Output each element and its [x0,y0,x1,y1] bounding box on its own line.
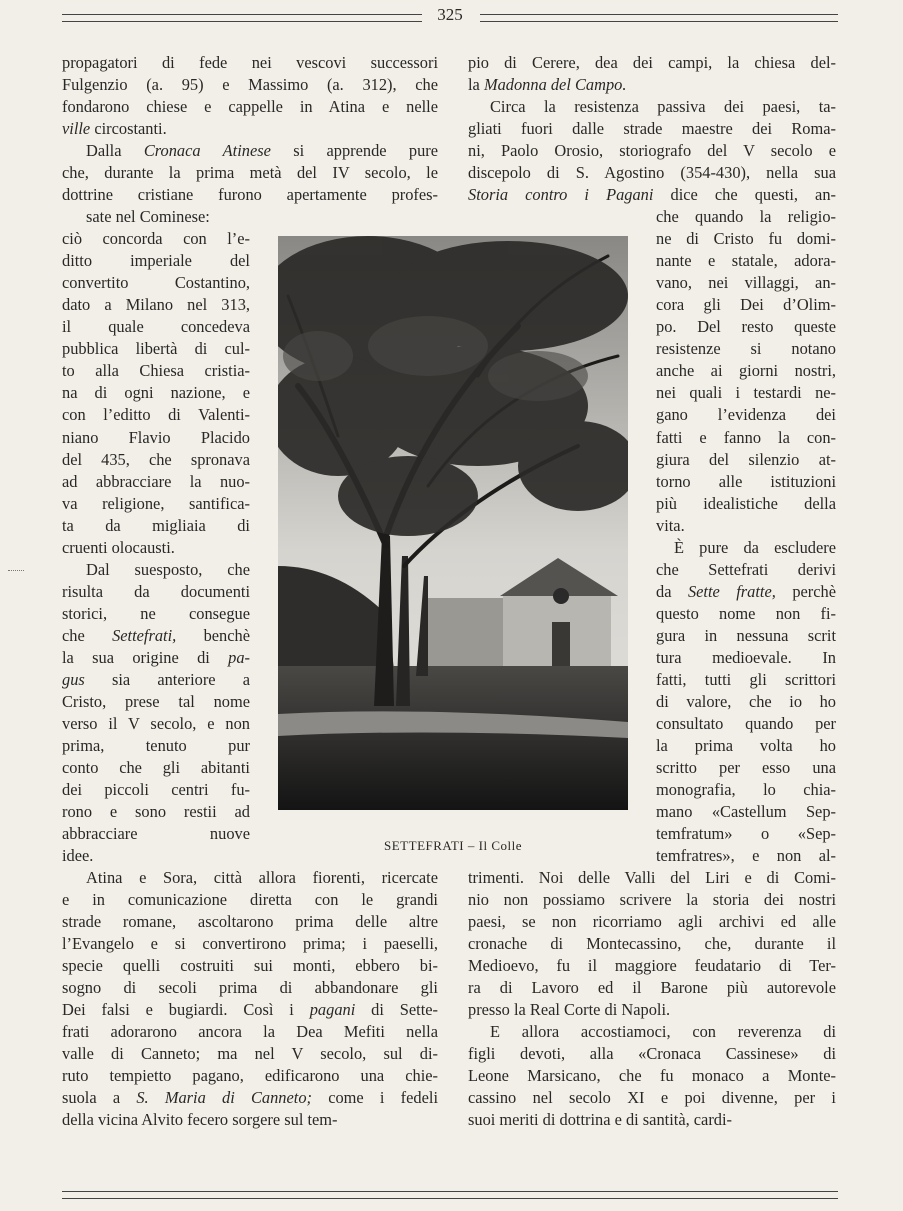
left-column-line: Dal suesposto, che [86,559,250,579]
right-column-line: torno alle istituzioni [656,471,836,491]
left-column-line: e in comunicazione diretta con le grandi [62,890,438,910]
left-column-line: dottrine cristiane furono apertamente profes- [62,185,438,205]
right-column-line: anche ai giorni nostri, [656,361,836,381]
right-column-line: È pure da escludere [674,537,836,557]
left-column-line: cruenti olocausti. [62,537,175,557]
left-column-line: idee. [62,846,94,866]
left-column-line: Atina e Sora, città allora fiorenti, ricercate [86,868,438,888]
left-column-line: abbracciare nuove [62,824,250,844]
left-column-line: sogno di secoli prima di abbandonare gli [62,978,438,998]
right-column-line: la prima volta ho [656,735,836,755]
right-column-line: nei quali i testardi ne- [656,383,836,403]
right-column-line: temfratum» o «Sep- [656,824,836,844]
left-column-line: ad abbracciare la nuo- [62,471,250,491]
left-column-line: ville circostanti. [62,119,167,139]
page-footer [62,1191,838,1199]
left-column-line: l’Evangelo e si convertirono prima; i paeselli, [62,934,438,954]
right-column-line: suoi meriti di dottrina e di santità, cardi- [468,1110,733,1130]
left-column-line: niano Flavio Placido [62,427,250,447]
left-column-line: sate nel Cominese: [86,207,210,227]
left-column-line: che Settefrati, benchè [62,625,250,645]
right-column-line: pio di Cerere, dea dei campi, la chiesa del- [468,53,836,72]
left-column-line: storici, ne consegue [62,603,250,623]
left-column-line: valle di Canneto; ma nel V secolo, sul di- [62,1044,438,1064]
header-rule-right [480,14,838,22]
left-column-line: ditto imperiale del [62,251,250,271]
left-column-line: dato a Milano nel 313, [62,295,250,315]
right-column-line: gliati fuori dalle strade maestre dei Roma- [468,119,836,139]
right-column-line: cassino nel secolo XI e poi divenne, per i [468,1088,836,1108]
left-column-line: specie quelli costruiti sui monti, ebbero bi- [62,956,438,976]
page-header [62,5,838,28]
right-column-line: presso la Real Corte di Napoli. [468,1000,671,1020]
photo-caption: SETTEFRATI – Il Colle [384,838,522,853]
left-column-line: verso il V secolo, e non [62,713,250,733]
right-column-line: nante e statale, adora- [656,251,836,271]
left-column-line: Dalla Cronaca Atinese si apprende pure [86,141,438,161]
right-column-line: più idealistiche della [656,493,836,513]
left-column-line: la sua origine di pa- [62,647,250,667]
left-column-line: va religione, santifica- [62,493,250,513]
right-column-line: vano, nei villaggi, an- [656,273,836,293]
right-column-line: consultato quando per [656,713,836,733]
right-column-line: resistenze si notano [656,339,836,359]
left-column-line: il quale concedeva [62,317,250,337]
left-column-line: dei piccoli centri fu- [62,779,250,799]
left-column-line: che, durante la prima metà del IV secolo, le [62,163,438,183]
right-column-line: cronache di Montecassino, che, durante il [468,934,836,954]
right-column-line: ne di Cristo fu domi- [656,229,836,249]
right-column-line: gano l’evidenza dei [656,405,836,425]
left-column-line: risulta da documenti [62,581,250,601]
right-column-line: fatti, tutti gli scrittori [656,669,836,689]
right-column-line: questo nome non fi- [656,603,836,623]
left-column-line: pubblica libertà di cul- [62,339,250,359]
right-column-line: Storia contro i Pagani dice che questi, an- [468,185,836,205]
left-column-line: Fulgenzio (a. 95) e Massimo (a. 312), che [62,75,438,95]
left-column-line: na di ogni nazione, e [62,383,250,403]
left-column-line: del 435, che spronava [62,449,250,469]
church-photo-image [278,236,628,810]
left-column-line: conto che gli abitanti [62,757,250,777]
left-column-line: strade romane, ascoltarono prima delle altre [62,912,438,932]
right-column-line: po. Del resto queste [656,317,836,337]
right-column-line: di valore, che io ho [656,691,836,711]
left-column-line: frati adorarono ancora la Dea Mefiti nella [62,1022,438,1042]
right-column-line: Circa la resistenza passiva dei paesi, ta- [490,97,836,117]
left-column-line: propagatori di fede nei vescovi successori [62,53,438,72]
left-column-line: rono e sono restii ad [62,802,250,822]
left-column-line: ruto tempietto pagano, edificarono una chie- [62,1066,438,1086]
right-column-line: che quando la religio- [656,207,836,227]
left-column-line: ciò concorda con l’e- [62,229,250,249]
right-column-line: discepolo di S. Agostino (354-430), nella sua [468,163,836,183]
right-column-line: ra di Lavoro ed il Barone più autorevole [468,978,836,998]
right-column-line: che Settefrati derivi [656,559,836,579]
right-column-line: mano «Castellum Sep- [656,802,836,822]
margin-mark [8,570,24,571]
left-column-line: to alla Chiesa cristia- [62,361,250,381]
right-column-line: vita. [656,515,685,535]
right-column-line: Medioevo, fu il maggiore feudatario di Ter- [468,956,836,976]
right-column-line: trimenti. Noi delle Valli del Liri e di Comi- [468,868,836,888]
right-column-line: ni, Paolo Orosio, storiografo del V secolo e [468,141,836,161]
right-column-line: nio non possiamo scrivere la storia dei nostri [468,890,836,910]
page-number: 325 [437,5,463,24]
left-column-line: fondarono chiese e cappelle in Atina e nelle [62,97,438,117]
left-column-line: ta da migliaia di [62,515,250,535]
right-column-line: paesi, se non ricorriamo agli archivi ed alle [468,912,836,932]
left-column-line: suola a S. Maria di Canneto; come i fedeli [62,1088,438,1108]
left-column-line: con l’editto di Valenti- [62,405,250,425]
right-column-line: Leone Marsicano, che fu monaco a Monte- [468,1066,836,1086]
right-column-line: tura medioevale. In [656,647,836,667]
church-photo [278,236,628,810]
right-column-line: da Sette fratte, perchè [656,581,836,601]
right-column-line: gura in nessuna scrit [656,625,836,645]
footer-rule [62,1191,838,1199]
left-column-line: della vicina Alvito fecero sorgere sul tem- [62,1110,338,1130]
right-column-line: temfratres», e non al- [656,846,836,866]
left-column-line: prima, tenuto pur [62,735,250,755]
left-column-line: gus sia anteriore a [62,669,250,689]
right-column-line: figli devoti, alla «Cronaca Cassinese» di [468,1044,836,1064]
right-column-line: E allora accostiamoci, con reverenza di [490,1022,836,1042]
left-column-line: Dei falsi e bugiardi. Così i pagani di Sette- [62,1000,438,1020]
right-column-line: cora gli Dei d’Olim- [656,295,836,315]
right-column-line: la Madonna del Campo. [468,75,627,95]
right-column-line: fatti e fanno la con- [656,427,836,447]
right-column-line: giura del silenzio at- [656,449,836,469]
left-column-line: convertito Costantino, [62,273,250,293]
right-column-line: scritto per esso una [656,757,836,777]
right-column-line: monografia, lo chia- [656,779,836,799]
left-column-line: Cristo, prese tal nome [62,691,250,711]
